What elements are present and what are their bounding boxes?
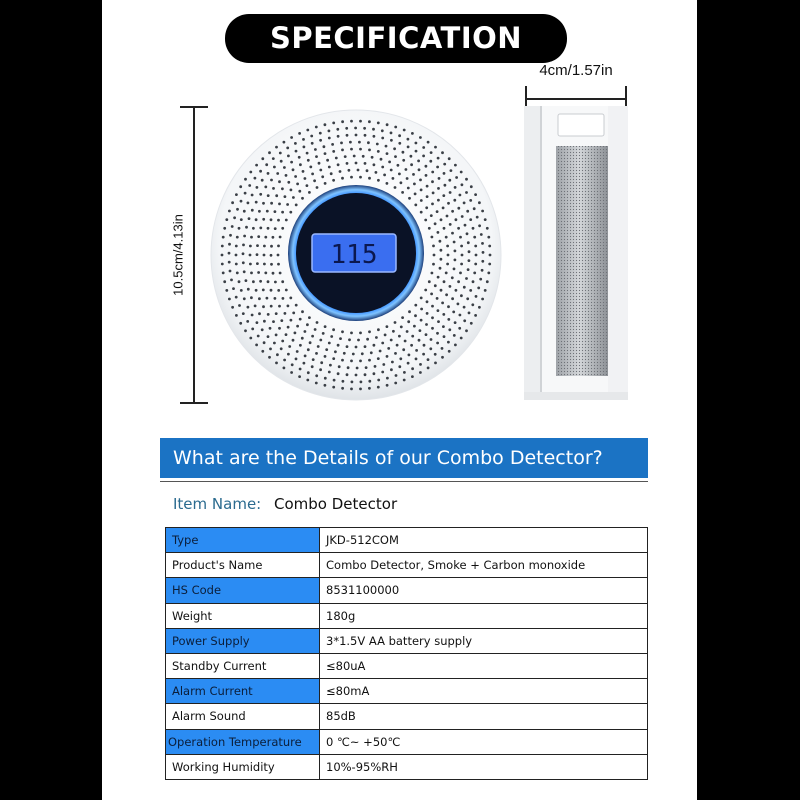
- spec-value: ≤80uA: [320, 653, 648, 678]
- spec-value: ≤80mA: [320, 679, 648, 704]
- spec-key: Alarm Sound: [166, 704, 320, 729]
- table-row: [166, 704, 648, 729]
- table-row: [166, 553, 648, 578]
- details-banner: What are the Details of our Combo Detector?: [160, 438, 648, 478]
- table-row: [166, 679, 648, 704]
- table-row: [166, 628, 648, 653]
- spec-value: Combo Detector, Smoke + Carbon monoxide: [320, 553, 648, 578]
- spec-value: 0 ℃~ +50℃: [320, 729, 648, 754]
- spec-value: JKD-512COM: [320, 528, 648, 553]
- lcd-reading: 115: [330, 240, 378, 270]
- spec-value: 10%-95%RH: [320, 754, 648, 779]
- spec-value: 180g: [320, 603, 648, 628]
- item-name-label: Item Name:: [173, 495, 262, 513]
- item-name: [173, 495, 397, 513]
- table-row: [166, 578, 648, 603]
- divider: [160, 481, 648, 482]
- table-row: [166, 653, 648, 678]
- spec-value: 8531100000: [320, 578, 648, 603]
- spec-key: Working Humidity: [166, 754, 320, 779]
- spec-key: Standby Current: [166, 653, 320, 678]
- table-row: [166, 754, 648, 779]
- height-dimension-cap-top: [180, 106, 208, 108]
- spec-key: Product's Name: [166, 553, 320, 578]
- spec-table: [165, 527, 648, 780]
- spec-key: Power Supply: [166, 628, 320, 653]
- spec-key: Alarm Current: [166, 679, 320, 704]
- height-label: 10.5cm/4.13in: [170, 214, 186, 296]
- page-title: SPECIFICATION: [225, 14, 567, 63]
- detector-front-image: [208, 109, 504, 401]
- detector-side-image: [524, 106, 628, 400]
- depth-dimension-line: [526, 98, 626, 100]
- spec-value: 85dB: [320, 704, 648, 729]
- spec-key: Weight: [166, 603, 320, 628]
- spec-value: 3*1.5V AA battery supply: [320, 628, 648, 653]
- table-row: [166, 729, 648, 754]
- spec-key: HS Code: [166, 578, 320, 603]
- spec-key: Operation Temperature: [166, 729, 320, 754]
- spec-key: Type: [166, 528, 320, 553]
- height-dimension-line: [193, 107, 195, 403]
- table-row: [166, 603, 648, 628]
- height-dimension-cap-bottom: [180, 402, 208, 404]
- table-row: [166, 528, 648, 553]
- depth-label: 4cm/1.57in: [539, 62, 613, 79]
- item-name-value: Combo Detector: [274, 495, 398, 513]
